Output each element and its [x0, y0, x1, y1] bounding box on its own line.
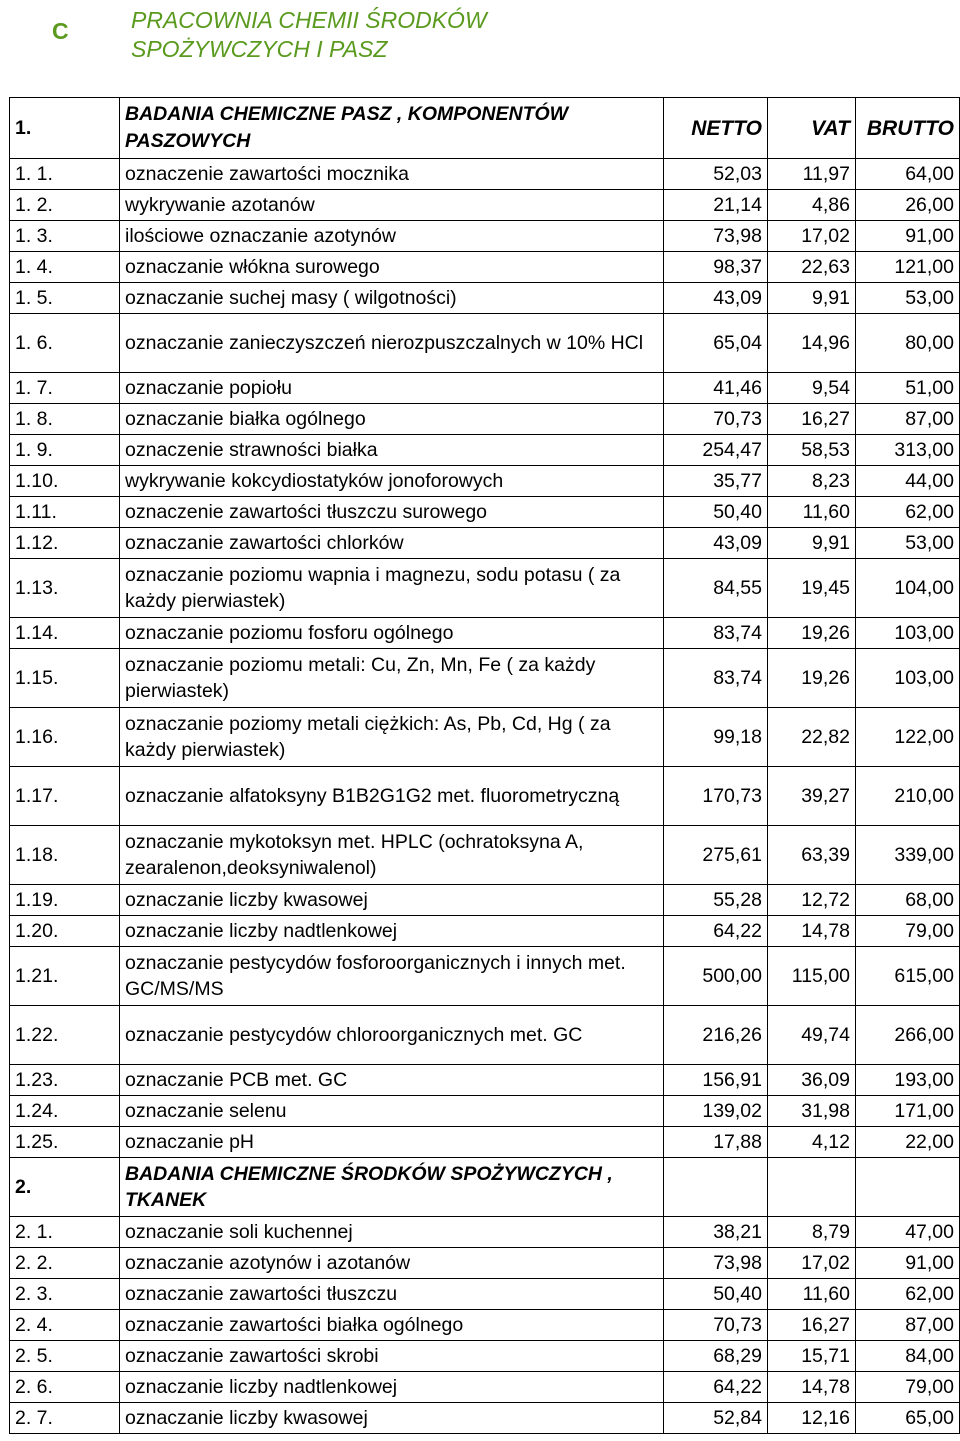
row-number: 1. 8.	[10, 404, 120, 435]
row-number: 2. 2.	[10, 1248, 120, 1279]
row-description: oznaczanie popiołu	[120, 373, 664, 404]
price-vat: 11,60	[768, 497, 856, 528]
price-netto: 41,46	[664, 373, 768, 404]
price-vat: 39,27	[768, 767, 856, 826]
table-row	[10, 885, 960, 916]
row-number: 1.21.	[10, 947, 120, 1006]
row-number: 1. 1.	[10, 159, 120, 190]
price-netto: 139,02	[664, 1096, 768, 1127]
section-header-row	[10, 98, 960, 159]
row-description: oznaczanie poziomu wapnia i magnezu, sodu potasu ( za każdy pierwiastek)	[120, 559, 664, 618]
row-number: 1.17.	[10, 767, 120, 826]
table-row	[10, 649, 960, 708]
table-row	[10, 435, 960, 466]
row-description: oznaczanie suchej masy ( wilgotności)	[120, 283, 664, 314]
lab-title: PRACOWNIA CHEMII ŚRODKÓW SPOŻYWCZYCH I PASZ	[131, 7, 487, 62]
row-description: oznaczanie selenu	[120, 1096, 664, 1127]
price-netto: 50,40	[664, 1279, 768, 1310]
price-netto: 84,55	[664, 559, 768, 618]
table-row	[10, 1217, 960, 1248]
price-vat: 14,78	[768, 1372, 856, 1403]
price-vat: 8,79	[768, 1217, 856, 1248]
price-netto: 43,09	[664, 283, 768, 314]
row-number: 1.25.	[10, 1127, 120, 1158]
price-brutto: 80,00	[856, 314, 960, 373]
price-vat: 15,71	[768, 1341, 856, 1372]
row-number: 1. 9.	[10, 435, 120, 466]
row-number: 1. 5.	[10, 283, 120, 314]
row-number: 2. 3.	[10, 1279, 120, 1310]
table-row	[10, 404, 960, 435]
table-row	[10, 1006, 960, 1065]
price-brutto: 91,00	[856, 1248, 960, 1279]
table-row	[10, 767, 960, 826]
price-vat: 19,26	[768, 618, 856, 649]
table-row	[10, 1248, 960, 1279]
price-netto: 55,28	[664, 885, 768, 916]
price-vat: 14,78	[768, 916, 856, 947]
price-vat: 19,26	[768, 649, 856, 708]
table-row	[10, 497, 960, 528]
price-brutto: 53,00	[856, 528, 960, 559]
price-vat: 19,45	[768, 559, 856, 618]
table-row	[10, 373, 960, 404]
row-number: 2. 7.	[10, 1403, 120, 1434]
row-number: 2. 6.	[10, 1372, 120, 1403]
price-netto: 21,14	[664, 190, 768, 221]
price-table	[9, 97, 960, 1434]
column-header-vat: VAT	[768, 98, 856, 159]
price-vat: 9,54	[768, 373, 856, 404]
price-netto: 73,98	[664, 1248, 768, 1279]
price-vat: 11,60	[768, 1279, 856, 1310]
section-title: BADANIA CHEMICZNE ŚRODKÓW SPOŻYWCZYCH , TKANEK	[120, 1158, 664, 1217]
table-row	[10, 1310, 960, 1341]
price-vat: 17,02	[768, 1248, 856, 1279]
price-vat: 58,53	[768, 435, 856, 466]
row-description: oznaczanie poziomu metali: Cu, Zn, Mn, Fe ( za każdy pierwiastek)	[120, 649, 664, 708]
table-row	[10, 947, 960, 1006]
price-brutto: 103,00	[856, 649, 960, 708]
price-brutto: 65,00	[856, 1403, 960, 1434]
price-netto: 275,61	[664, 826, 768, 885]
price-brutto: 313,00	[856, 435, 960, 466]
row-number: 2. 4.	[10, 1310, 120, 1341]
price-brutto: 62,00	[856, 1279, 960, 1310]
row-description: oznaczanie poziomy metali ciężkich: As, Pb, Cd, Hg ( za każdy pierwiastek)	[120, 708, 664, 767]
price-brutto: 193,00	[856, 1065, 960, 1096]
price-netto: 64,22	[664, 916, 768, 947]
price-netto: 500,00	[664, 947, 768, 1006]
row-description: wykrywanie azotanów	[120, 190, 664, 221]
price-vat: 16,27	[768, 404, 856, 435]
row-number: 1. 7.	[10, 373, 120, 404]
row-description: oznaczanie włókna surowego	[120, 252, 664, 283]
row-number: 1. 3.	[10, 221, 120, 252]
row-description: oznaczanie poziomu fosforu ogólnego	[120, 618, 664, 649]
price-brutto: 62,00	[856, 497, 960, 528]
table-row	[10, 252, 960, 283]
row-number: 1.18.	[10, 826, 120, 885]
table-row	[10, 314, 960, 373]
row-number: 1.24.	[10, 1096, 120, 1127]
row-number: 1.22.	[10, 1006, 120, 1065]
price-netto: 38,21	[664, 1217, 768, 1248]
price-vat: 9,91	[768, 528, 856, 559]
price-brutto: 51,00	[856, 373, 960, 404]
price-vat: 4,12	[768, 1127, 856, 1158]
price-netto: 83,74	[664, 618, 768, 649]
price-brutto: 87,00	[856, 1310, 960, 1341]
price-vat: 4,86	[768, 190, 856, 221]
price-netto: 70,73	[664, 1310, 768, 1341]
table-row	[10, 221, 960, 252]
price-netto: 68,29	[664, 1341, 768, 1372]
row-number: 1.13.	[10, 559, 120, 618]
table-row	[10, 1127, 960, 1158]
table-row	[10, 708, 960, 767]
price-vat: 22,82	[768, 708, 856, 767]
price-brutto: 22,00	[856, 1127, 960, 1158]
price-brutto: 79,00	[856, 1372, 960, 1403]
row-description: oznaczanie azotynów i azotanów	[120, 1248, 664, 1279]
section-number: 2.	[10, 1158, 120, 1217]
price-vat: 14,96	[768, 314, 856, 373]
row-description: oznaczanie zanieczyszczeń nierozpuszczalnych w 10% HCl	[120, 314, 664, 373]
row-description: oznaczanie zawartości tłuszczu	[120, 1279, 664, 1310]
price-vat: 8,23	[768, 466, 856, 497]
row-description: oznaczanie pestycydów chloroorganicznych met. GC	[120, 1006, 664, 1065]
price-brutto: 53,00	[856, 283, 960, 314]
table-row	[10, 559, 960, 618]
price-brutto: 84,00	[856, 1341, 960, 1372]
price-netto: 98,37	[664, 252, 768, 283]
price-vat: 12,72	[768, 885, 856, 916]
row-number: 1. 4.	[10, 252, 120, 283]
row-number: 1.11.	[10, 497, 120, 528]
price-netto: 99,18	[664, 708, 768, 767]
price-netto: 65,04	[664, 314, 768, 373]
price-netto: 17,88	[664, 1127, 768, 1158]
price-netto: 254,47	[664, 435, 768, 466]
price-brutto: 122,00	[856, 708, 960, 767]
price-brutto: 266,00	[856, 1006, 960, 1065]
section-header-row	[10, 1158, 960, 1217]
table-row	[10, 283, 960, 314]
table-row	[10, 1372, 960, 1403]
price-brutto: 210,00	[856, 767, 960, 826]
row-description: oznaczenie strawności białka	[120, 435, 664, 466]
row-description: oznaczanie liczby nadtlenkowej	[120, 916, 664, 947]
table-row	[10, 1403, 960, 1434]
row-number: 1. 2.	[10, 190, 120, 221]
row-description: oznaczanie pestycydów fosforoorganicznych i innych met. GC/MS/MS	[120, 947, 664, 1006]
row-number: 1.10.	[10, 466, 120, 497]
price-brutto: 121,00	[856, 252, 960, 283]
row-number: 2. 5.	[10, 1341, 120, 1372]
section-title: BADANIA CHEMICZNE PASZ , KOMPONENTÓW PASZOWYCH	[120, 98, 664, 159]
price-netto: 170,73	[664, 767, 768, 826]
row-description: ilościowe oznaczanie azotynów	[120, 221, 664, 252]
table-row	[10, 916, 960, 947]
price-netto: 35,77	[664, 466, 768, 497]
price-netto: 83,74	[664, 649, 768, 708]
price-netto: 156,91	[664, 1065, 768, 1096]
row-number: 1.20.	[10, 916, 120, 947]
price-netto: 70,73	[664, 404, 768, 435]
price-vat: 36,09	[768, 1065, 856, 1096]
row-description: oznaczanie zawartości białka ogólnego	[120, 1310, 664, 1341]
row-description: wykrywanie kokcydiostatyków jonoforowych	[120, 466, 664, 497]
row-number: 2. 1.	[10, 1217, 120, 1248]
price-vat: 22,63	[768, 252, 856, 283]
table-row	[10, 1096, 960, 1127]
row-number: 1.12.	[10, 528, 120, 559]
price-vat: 31,98	[768, 1096, 856, 1127]
row-number: 1.14.	[10, 618, 120, 649]
table-row	[10, 466, 960, 497]
price-netto: 50,40	[664, 497, 768, 528]
price-brutto: 615,00	[856, 947, 960, 1006]
price-brutto: 44,00	[856, 466, 960, 497]
column-header-netto: NETTO	[664, 98, 768, 159]
price-vat: 17,02	[768, 221, 856, 252]
row-number: 1.23.	[10, 1065, 120, 1096]
section-number: 1.	[10, 98, 120, 159]
price-vat: 12,16	[768, 1403, 856, 1434]
row-description: oznaczanie alfatoksyny B1B2G1G2 met. fluorometryczną	[120, 767, 664, 826]
price-brutto: 103,00	[856, 618, 960, 649]
row-number: 1.16.	[10, 708, 120, 767]
price-vat: 16,27	[768, 1310, 856, 1341]
price-netto: 64,22	[664, 1372, 768, 1403]
row-description: oznaczenie zawartości mocznika	[120, 159, 664, 190]
row-number: 1.19.	[10, 885, 120, 916]
price-vat: 9,91	[768, 283, 856, 314]
section-letter: C	[52, 18, 69, 44]
price-brutto: 339,00	[856, 826, 960, 885]
row-description: oznaczanie liczby kwasowej	[120, 885, 664, 916]
table-row	[10, 1065, 960, 1096]
table-row	[10, 1341, 960, 1372]
price-brutto: 47,00	[856, 1217, 960, 1248]
row-description: oznaczanie liczby nadtlenkowej	[120, 1372, 664, 1403]
row-description: oznaczanie mykotoksyn met. HPLC (ochratoksyna A, zearalenon,deoksyniwalenol)	[120, 826, 664, 885]
row-description: oznaczanie białka ogólnego	[120, 404, 664, 435]
price-vat: 115,00	[768, 947, 856, 1006]
row-description: oznaczanie zawartości chlorków	[120, 528, 664, 559]
price-brutto: 91,00	[856, 221, 960, 252]
row-description: oznaczanie soli kuchennej	[120, 1217, 664, 1248]
price-brutto: 79,00	[856, 916, 960, 947]
price-vat: 63,39	[768, 826, 856, 885]
table-row	[10, 528, 960, 559]
price-netto: 52,84	[664, 1403, 768, 1434]
table-row	[10, 159, 960, 190]
row-description: oznaczanie PCB met. GC	[120, 1065, 664, 1096]
row-description: oznaczanie zawartości skrobi	[120, 1341, 664, 1372]
row-number: 1.15.	[10, 649, 120, 708]
table-row	[10, 1279, 960, 1310]
price-brutto: 87,00	[856, 404, 960, 435]
price-brutto: 171,00	[856, 1096, 960, 1127]
row-description: oznaczanie liczby kwasowej	[120, 1403, 664, 1434]
price-brutto: 26,00	[856, 190, 960, 221]
price-vat: 11,97	[768, 159, 856, 190]
table-row	[10, 190, 960, 221]
price-vat: 49,74	[768, 1006, 856, 1065]
table-row	[10, 618, 960, 649]
price-brutto: 104,00	[856, 559, 960, 618]
table-row	[10, 826, 960, 885]
price-netto: 73,98	[664, 221, 768, 252]
row-description: oznaczanie pH	[120, 1127, 664, 1158]
price-netto: 43,09	[664, 528, 768, 559]
column-header-brutto: BRUTTO	[856, 98, 960, 159]
price-netto: 52,03	[664, 159, 768, 190]
price-brutto: 68,00	[856, 885, 960, 916]
price-netto: 216,26	[664, 1006, 768, 1065]
price-brutto: 64,00	[856, 159, 960, 190]
row-description: oznaczenie zawartości tłuszczu surowego	[120, 497, 664, 528]
row-number: 1. 6.	[10, 314, 120, 373]
